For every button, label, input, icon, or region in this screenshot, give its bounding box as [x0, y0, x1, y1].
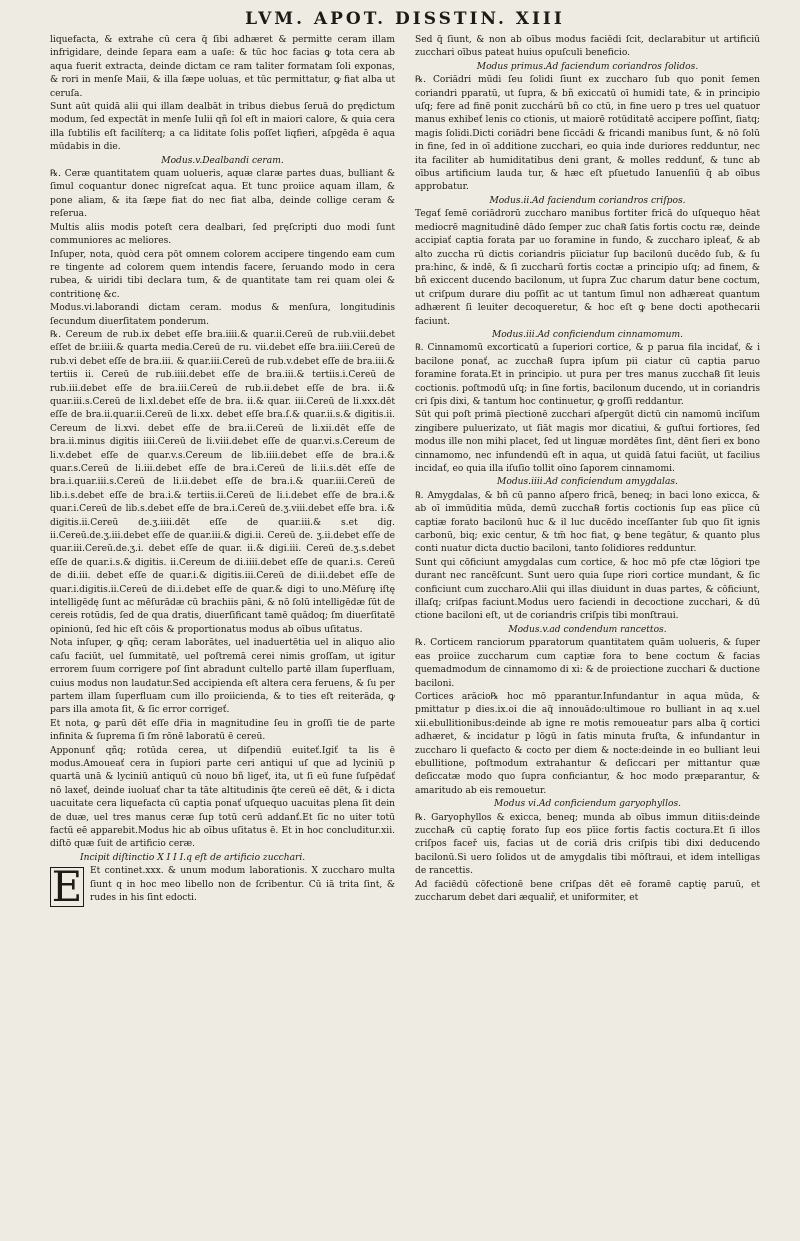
paragraph: liquefacta, & extrahe cū cera q̃ ſibi adhæret & permitte ceram illam infrigidare, deinde ſepara eam a uaſe: & tūc hoc facias ꝙ tota cera ab aqua fuerit extracta, deinde dictam ce ram taliter formatam ſoli exponas, & rori in menſe Maii, & illa ſæpe uoluas, et tūc permittatur, ꝙ fiat alba ut ceruſa.: [50, 35, 395, 99]
section-heading: Modus.ii.Ad faciendum coriandros criſpos.: [489, 195, 686, 206]
paragraph: ℞. Cereum de rub.ix debet eſſe bra.iiii.& quar.ii.Cereū de rub.viii.debet eſſet de br.iiii.& quarta media.Cereū de ru. vii.debet eſſe bra.iiii.Cereū de rub.vi debet eſſe de bra.iii. & quar.iii.Cereū de rub.v.debet eſſe de bra.iii.& tertiis ii. Cereū de rub.iiii.debet eſſe de bra.iii.& tertiis.i.Cereū de rub.iii.debet eſſe de bra.iii.Cereū de rub.ii.debet eſſe de bra. ii.& quar.iii.s.Cereū de li.xl.debet eſſe de bra. ii.& quar. iii.Cereū de li.xxx.dēt eſſe de bra.ii.quar.ii.Cereū de li.xx. debet eſſe bra.ſ.& quar.ii.s.& digitis.ii. Cereum de li.xvi. debet eſſe de bra.ii.Cereū de li.xii.dēt eſſe de bra.ii.minus digitis iiii.Cereū de li.viii.debet eſſe de quar.vi.s.Cereum de li.v.debet eſſe de quar.v.s.Cereum de lib.iiii.debet eſſe de bra.i.& quar.s.Cereū de li.iii.debet eſſe de bra.i.Cereū de li.ii.s.dēt eſſe de bra.i.quar.iii.s.Cereū de li.ii.debet eſſe de bra.i.& quar.iii.Cereū de lib.i.s.debet eſſe de bra.i.& tertiis.ii.Cereū de li.i.debet eſſe de bra.i.& quar.i.Cereū de lib.s.debet eſſe de bra.i.Cereū de.ʒ.viii.debet eſſe bra. i.& digitis.ii.Cereū de.ʒ.iiii.dēt eſſe de quar.iii.& s.et dig. ii.Cereū.de.ʒ.iii.debet eſſe de quar.iii.& digi.ii. Cereū de. ʒ.ii.debet eſſe de quar.iii.Cereū.de.ʒ.i. debet eſſe de quar. ii.& digi.iii. Cereū de.ʒ.s.debet eſſe de quar.i.s.& digitis. ii.Cereum de di.iiii.debet eſſe de quar.i.s. Cereū de di.iii. debet eſſe de quar.i.& digitis.iii.Cereū de di.ii.debet eſſe de quar.i.digitis.ii.Cereū de di.i.debet eſſe de quar.& digi to uno.Mēſurę iſtę intelligēdę ſunt ac mēſurādæ cū brachiis pāni, & nō ſolū intelligēdæ ſūt de cereis rotūdis, ſed de qua dratis, diuerſificant tamē quādoq; ſm diuerſitatē opinionū, ſed hic eſt cōis & proportionatus modus ab oībus uſitatus.: [50, 329, 395, 635]
paragraph: Et nota, ꝙ parū dēt eſſe dr̃ia in magnitudine ſeu in groſſi tie de parte infinita & ſuprema ſi ſm rōnē laboratū ē cereū.: [50, 718, 395, 743]
section-heading: Modus vi.Ad conficiendum garyophyllos.: [493, 799, 682, 810]
paragraph: Sūt qui poſt primā pīectionē zucchari aſpergūt dictū cin namomū incīſum zingibere puluerizato, ut ſiāt magis mor dicatiui, & guſtui fortiores, ſed modus ille non mihi placet, ſed ut linguæ mordētes ſint, dēnt ſieri ex bono cinnamomo, nec infundendū eſt in aqua, ut quidā ſatui faciūt, ut facilius incidať, eo quia illa iſuſio tollit oīno ſaporem cinnamomi.: [415, 410, 760, 474]
paragraph: Sunt qui cōficiunt amygdalas cum cortice, & hoc mō pfe ctæ lōgiori tpe durant nec rancēſcunt. Sunt uero quia ſupe riori cortice mundant, & ſic conficiunt cum zuccharo.Alii qui illas diuidunt in duas partes, & cōficiunt, illaſq; criſpas faciunt.Modus uero faciendi in decoctione zucchari, & dū ctione baciloni eſt, ut de coriandris criſpis tibi monſtraui.: [415, 557, 760, 622]
paragraph: Apponunť qñq; rotūda cerea, ut diſpendiū euiteť.Igiť ta lis ē modus.Amoueať cera in ſupiori parte ceri antiqui uſ que ad lyciniū p quartā unā & lyciniū antiquū cū nouo bñ ligeť, ita, ut ſi eū fune ſuſpēdať nō laxeť, deinde iuoluať char ta tāte altitudinis q̃te cereū eē dēt, & i dicta uacuitate cera liquefacta cū captia ponať uſquequo uacuitas plena ſit dein de duæ, uel tres manus ceræ ſup totū cerū addanť.Et ſic no uiter totū factū eē apparebit.Modus hic ab oībus uſitatus ē. Et in hoc concluditur.xii. diſtō quæ ſuit de artificio ceræ.: [50, 745, 395, 850]
dropcap-letter: E: [51, 862, 83, 912]
paragraph: ℞. Coriādri mūdi ſeu ſolidi ſiunt ex zuccharo ſub quo ponit ſemen coriandri pparatū, ut ſupra, & bñ exiccatū oī humidi tate, & in principio uſq; fere ad finē ponit zucchárū bñ co ctū, in fine uero p tres uel quatuor manus exhibeť lenis co ctionis, ut maiorē rotūditatē accipere poſſint, ſiatq; magis ſolidi.Dicti coriādri bene ſiccādi & fricandi manibus ſunt, & nō ſolū in fine, ſed in oī additione zucchari, eo quia inde duriores redduntur, nec ita faciliter ab humiditatibus deni grant, & molles reddunť, & tunc ab oībus artificium lauda tur, & hæc eſt pſuetudo Ianuenſiū q̃ ab oībus approbatur.: [415, 75, 760, 193]
right-column: [415, 34, 760, 907]
section-heading: Modus.v.ad condendum rancettos.: [508, 624, 667, 635]
dropcap-text: Et continet.xxx. & unum modum laborationis. X zuccharo multa ſiunt q in hoc meo libello non de ſcribentur. Cū iā trita ſint, & rudes in his ſint edocti.: [90, 866, 395, 903]
paragraph: ℞. Amygdalas, & bñ cū panno aſpero fricā, beneq; in baci lono exicca, & ab oī immūditia mūda, demū zuccha℞ fortis coctionis ſup eas pīice cū captiæ forato bacilonū huc & il luc ducēdo inceſſanter ſub quo ſit ignis carbonū, biq; exic centur, & tm̃ hoc fiat, ꝙ bene tegātur, & quanto plus conti nuatur dicta ductio baciloni, tanto ſolidiores redduntur.: [415, 490, 760, 555]
section-heading: Modus.iiii.Ad conficiendum amygdalas.: [497, 477, 678, 488]
section-heading: Modus.iii.Ad conficiendum cinnamomum.: [491, 329, 684, 340]
paragraph: Sed q̃ ſiunt, & non ab oībus modus faciēdi ſcit, declarabitur ut artificiū zucchari oībus pateat huius opuſculi beneficio.: [415, 35, 760, 59]
dropcap-paragraph: [50, 862, 395, 912]
paragraph: Nota inſuper, ꝙ qñq; ceram laborātes, uel inaduertētia uel in aliquo alio caſu faciūt, uel ſummitatē, uel poſtremā cerei nimis groſſam, ut igitur errorem ſuum corrigere poſ ſint abradunt cultello partē illam ſuperfluam, cuius modus non laudatur.Sed accipienda eſt altera cera feruens, & ſu per partem illam ſuperfluam cum illo proiicienda, & to ties eſt reiterāda, ꝙ pars illa amota ſit, & ſic error corrigeť.: [50, 638, 395, 716]
paragraph: ℞. Garyophyllos & exicca, beneq; munda ab oībus immun ditiis:deinde zuccha℞ cū captię forato ſup eos pīice fortis factis coctura.Et ſi illos criſpos faceř uis, facias ut de coriā dris criſpis tibi dixi deducendo bacilonū.Si uero ſolidos ut de amygdalis tibi mōſtraui, et idem intelligas de rancettis.: [415, 812, 760, 877]
running-head: LVM. APOT. DISSTIN. XIII: [245, 9, 565, 29]
paragraph: Ad faciēdū cōfectionē bene criſpas dēt eē foramē captię paruū, et zuccharum debet dari æqualiř, et uniformiter, et: [415, 879, 760, 903]
paragraph: Tegať ſemē coriādrorū zuccharo manibus fortiter fricā do uſquequo hēat mediocrē magnitudinē dādo ſemper zuc cha℞ ſatis fortis coctu ræ, deinde accipiať captia forata par uo foramine in fundo, & zuccharo ipleať, & ab alto zuccha rū dictis coriandris pīiciatur ſup bacilonū ducēdo ſub, & ſu pra:hinc, & indē, & ſi zuccharū fortis coctæ a principio uſq; ad finem, & bñ exiccent ducendo bacilonum, ut ſupra Zuc charum datur bene coctum, ut criſpum durare diu poſſit ac ut tantum ſimul non adhæreat quantum adhærent ſi leuiter decoqueretur, & hoc eſt ꝙ bene docti apothecarii faciunt.: [415, 209, 760, 327]
text-columns: [50, 34, 760, 912]
paragraph: ℞. Cinnamomū excorticatū a ſuperiori cortice, & p parua fila incidať, & i bacilone ponať, ac zuccha℞ ſupra ipſum pii ciatur cū captia paruo foramine forata.Et in principio. ut pura per tres manus zuccha℞ ſit leuis coctionis. poſtmodū uſq; in ſine fortis, bacilonum ducendo, ut in coriandris cri ſpis dixi, & tantum hoc continuetur, ꝙ groſſi reddantur.: [415, 343, 760, 407]
section-heading: Modus.v.Dealbandi ceram.: [161, 155, 284, 166]
paragraph: ℞. Corticem ranciorum pparatorum quantitatem quām uolueris, & ſuper eas proiice zuccharum cum captiæ fora to bene coctum & facias quemadmodum de cinnamomo di xi: & de proiectione zucchari & ductione baciloni.: [415, 638, 760, 689]
paragraph: Modus.vi.laborandi dictam ceram. modus & menſura, longitudinis ſecundum diuerſitatem ponderum.: [50, 303, 395, 327]
distinction-title: Incipit diſtinctio X I I I.q eſt de artificio zucchari.: [80, 852, 306, 863]
paragraph: Sunt aūt quidā alii qui illam dealbāt in tribus diebus ſeruā do prędictum modum, ſed expectāt in menſe Iulii qñ ſol eſt in maiori calore, & quia cera illa ſubtilis eſt facilíterq; a ca liditate ſolis poſſet liqfieri, aſpgēda ē aqua mūdabis in die.: [50, 102, 395, 153]
paragraph: Cortices arācio℞ hoc mō pparantur.Infundantur in aqua mūda, & pmittatur p dies.ix.oi die aq̃ innouādo:ultimoue ro bulliant in aq x.uel xii.ebullitionibus:deinde ab igne re motis remoueatur pars alba q̃ cortici adhæret, & incidatur p lōgū in ſatis minuta fruſta, & infundantur in zuccharo li quefacto & cocto per diem & nocte:deinde in eo bulliant leui ebullitione, poſtmodum extrahantur & deſiccari per mittantur quæ deſiccatæ modo quo ſupra conficiantur, & hoc modo præparantur, & amaritudo ab eis remouetur.: [415, 691, 760, 796]
section-heading: Modus primus.Ad faciendum coriandros ſolidos.: [476, 61, 699, 72]
paragraph: Multis aliis modis poteſt cera dealbari, ſed pręſcripti duo modi ſunt communiores ac meliores.: [50, 222, 395, 247]
paragraph: Inſuper, nota, quòd cera pōt omnem colorem accipere tingendo eam cum re tingente ad colorem quem intendis facere, ſeruando modo in cera rubea, & uiridi tibi declara tum, & de quantitate tam rei quam olei & contritionę &c.: [50, 249, 395, 300]
paragraph: ℞. Ceræ quantitatem quam uolueris, aquæ claræ partes duas, bulliant & ſimul coquantur donec nigreſcat aqua. Et tunc proiice aquam illam, & pone aliam, & ita ſæpe fiat do nec fiat alba, deinde collige ceram & reſerua.: [50, 169, 395, 220]
left-column: [50, 34, 395, 912]
